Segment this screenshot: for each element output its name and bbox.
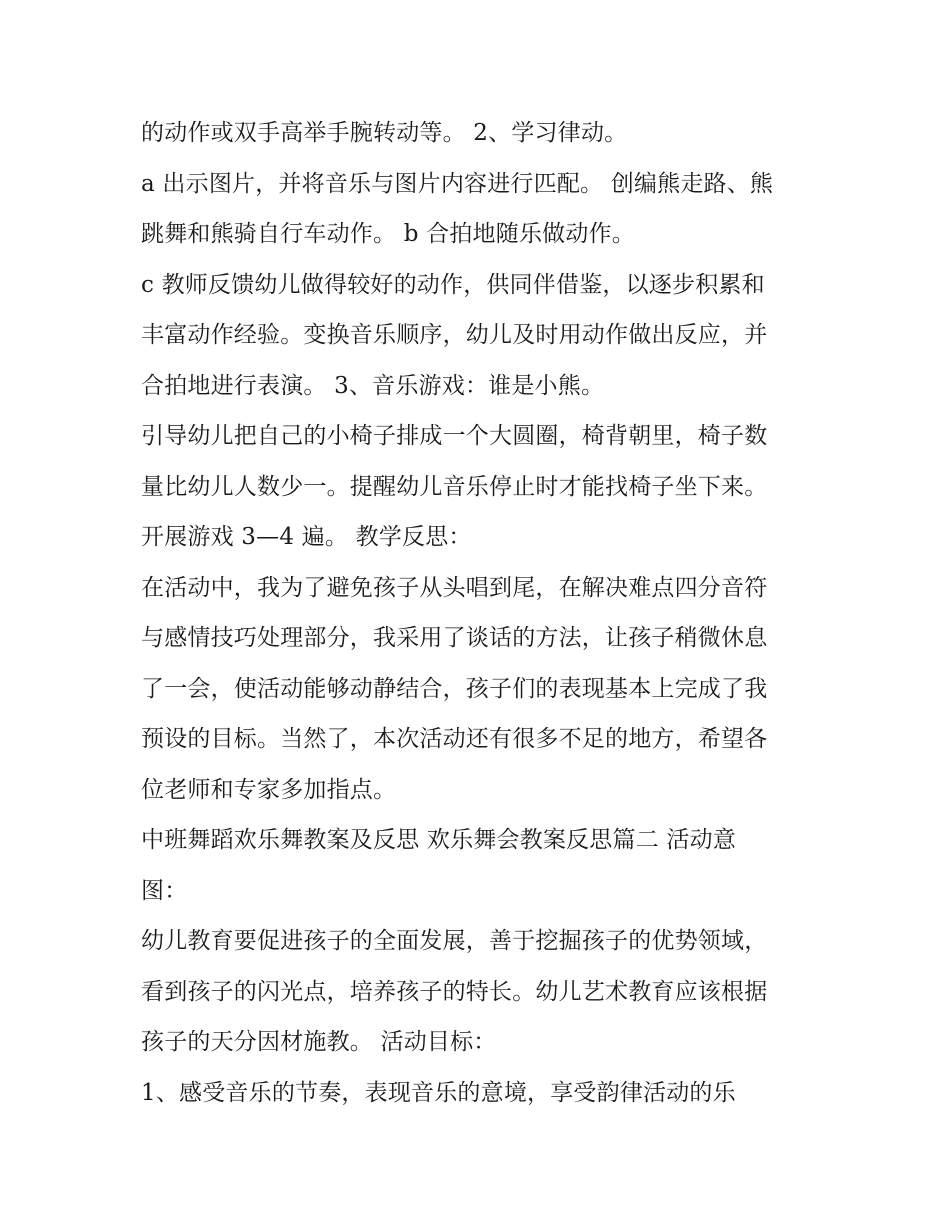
text-line: 了一会，使活动能够动静结合，孩子们的表现基本上完成了我 [141,675,768,702]
text-line: 幼儿教育要促进孩子的全面发展，善于挖掘孩子的优势领域， [141,928,768,954]
text-line: 跳舞和熊骑自行车动作。 b 合拍地随乐做动作。 [141,221,635,247]
text-line: 合拍地进行表演。 3、音乐游戏：谁是小熊。 [141,372,605,399]
text-line: a 出示图片，并将音乐与图片内容进行匹配。 创编熊走路、熊 [141,170,774,197]
text-line: 预设的目标。当然了，本次活动还有很多不足的地方，希望各 [141,726,768,752]
text-line: 孩子的天分因材施教。 活动目标： [141,1029,497,1055]
text-line: 与感情技巧处理部分，我采用了谈话的方法，让孩子稍微休息 [141,625,768,651]
text-line: 引导幼儿把自己的小椅子排成一个大圆圈，椅背朝里，椅子数 [141,423,768,449]
text-line: 开展游戏 3—4 遍。 教学反思： [141,524,472,550]
text-line: 中班舞蹈欢乐舞教案及反思 欢乐舞会教案反思篇二 活动意 [141,827,737,853]
text-line: 丰富动作经验。变换音乐顺序，幼儿及时用动作做出反应，并 [141,322,768,348]
text-line: 图： [141,877,188,904]
text-line: 量比幼儿人数少一。提醒幼儿音乐停止时才能找椅子坐下来。 [141,473,768,500]
document-body [141,108,821,1118]
text-line: 1、感受音乐的节奏，表现音乐的意境，享受韵律活动的乐 [141,1079,736,1106]
text-line: 的动作或双手高举手腕转动等。 2、学习律动。 [141,120,628,146]
text-line: 在活动中，我为了避免孩子从头唱到尾，在解决难点四分音符 [141,574,768,601]
text-line: 位老师和专家多加指点。 [141,776,397,803]
text-line: 看到孩子的闪光点，培养孩子的特长。幼儿艺术教育应该根据 [141,978,768,1005]
text-line: c 教师反馈幼儿做得较好的动作，供同伴借鉴，以逐步积累和 [141,271,765,298]
